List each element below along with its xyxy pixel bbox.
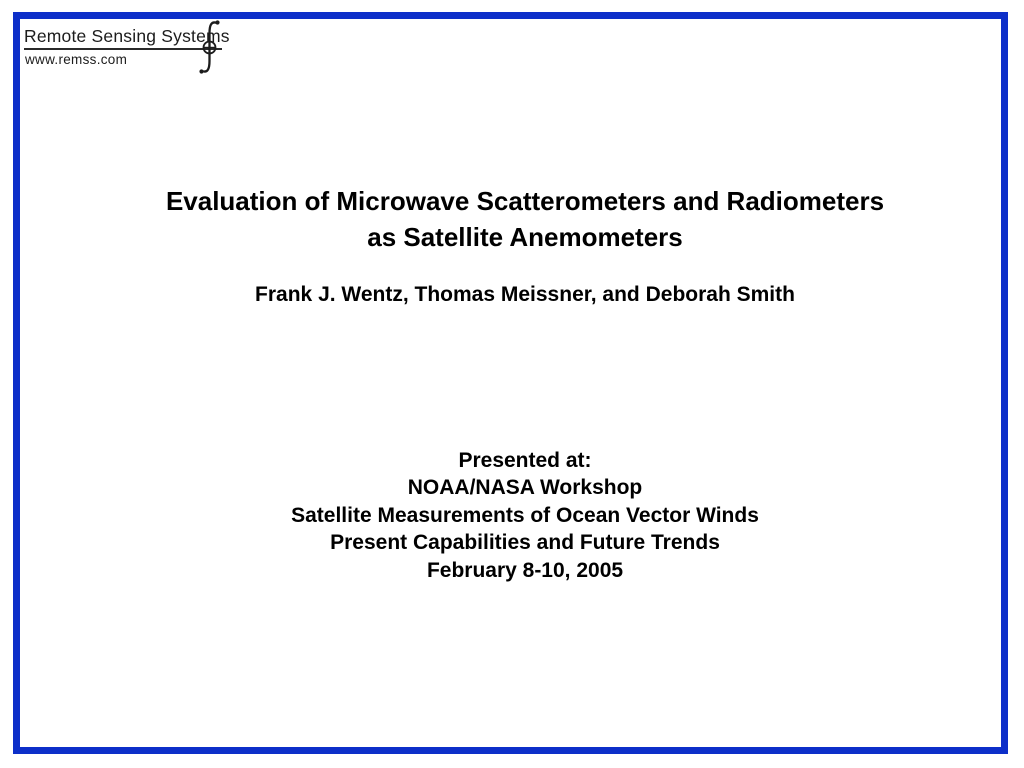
slide-title-line2: as Satellite Anemometers bbox=[367, 222, 683, 252]
remote-sensing-systems-logo bbox=[24, 26, 254, 86]
presented-at-block bbox=[40, 447, 1010, 584]
logo-website-url: www.remss.com bbox=[25, 52, 128, 67]
logo-underline bbox=[24, 48, 222, 50]
slide-authors: Frank J. Wentz, Thomas Meissner, and Deborah Smith bbox=[255, 283, 795, 306]
workshop-topic-line: Satellite Measurements of Ocean Vector Winds bbox=[291, 503, 759, 527]
workshop-date-line: February 8-10, 2005 bbox=[426, 558, 624, 582]
integral-circle-plus-icon bbox=[196, 18, 226, 76]
presented-at-line: Presented at: bbox=[458, 449, 592, 472]
workshop-name-line: NOAA/NASA Workshop bbox=[407, 476, 643, 500]
workshop-subtitle-line: Present Capabilities and Future Trends bbox=[330, 531, 720, 555]
slide-border-frame bbox=[13, 12, 1008, 754]
slide-title-line1: Evaluation of Microwave Scatterometers and Radiometers bbox=[165, 186, 885, 216]
logo-company-name: Remote Sensing Systems bbox=[24, 26, 230, 46]
slide-title bbox=[40, 183, 1010, 255]
